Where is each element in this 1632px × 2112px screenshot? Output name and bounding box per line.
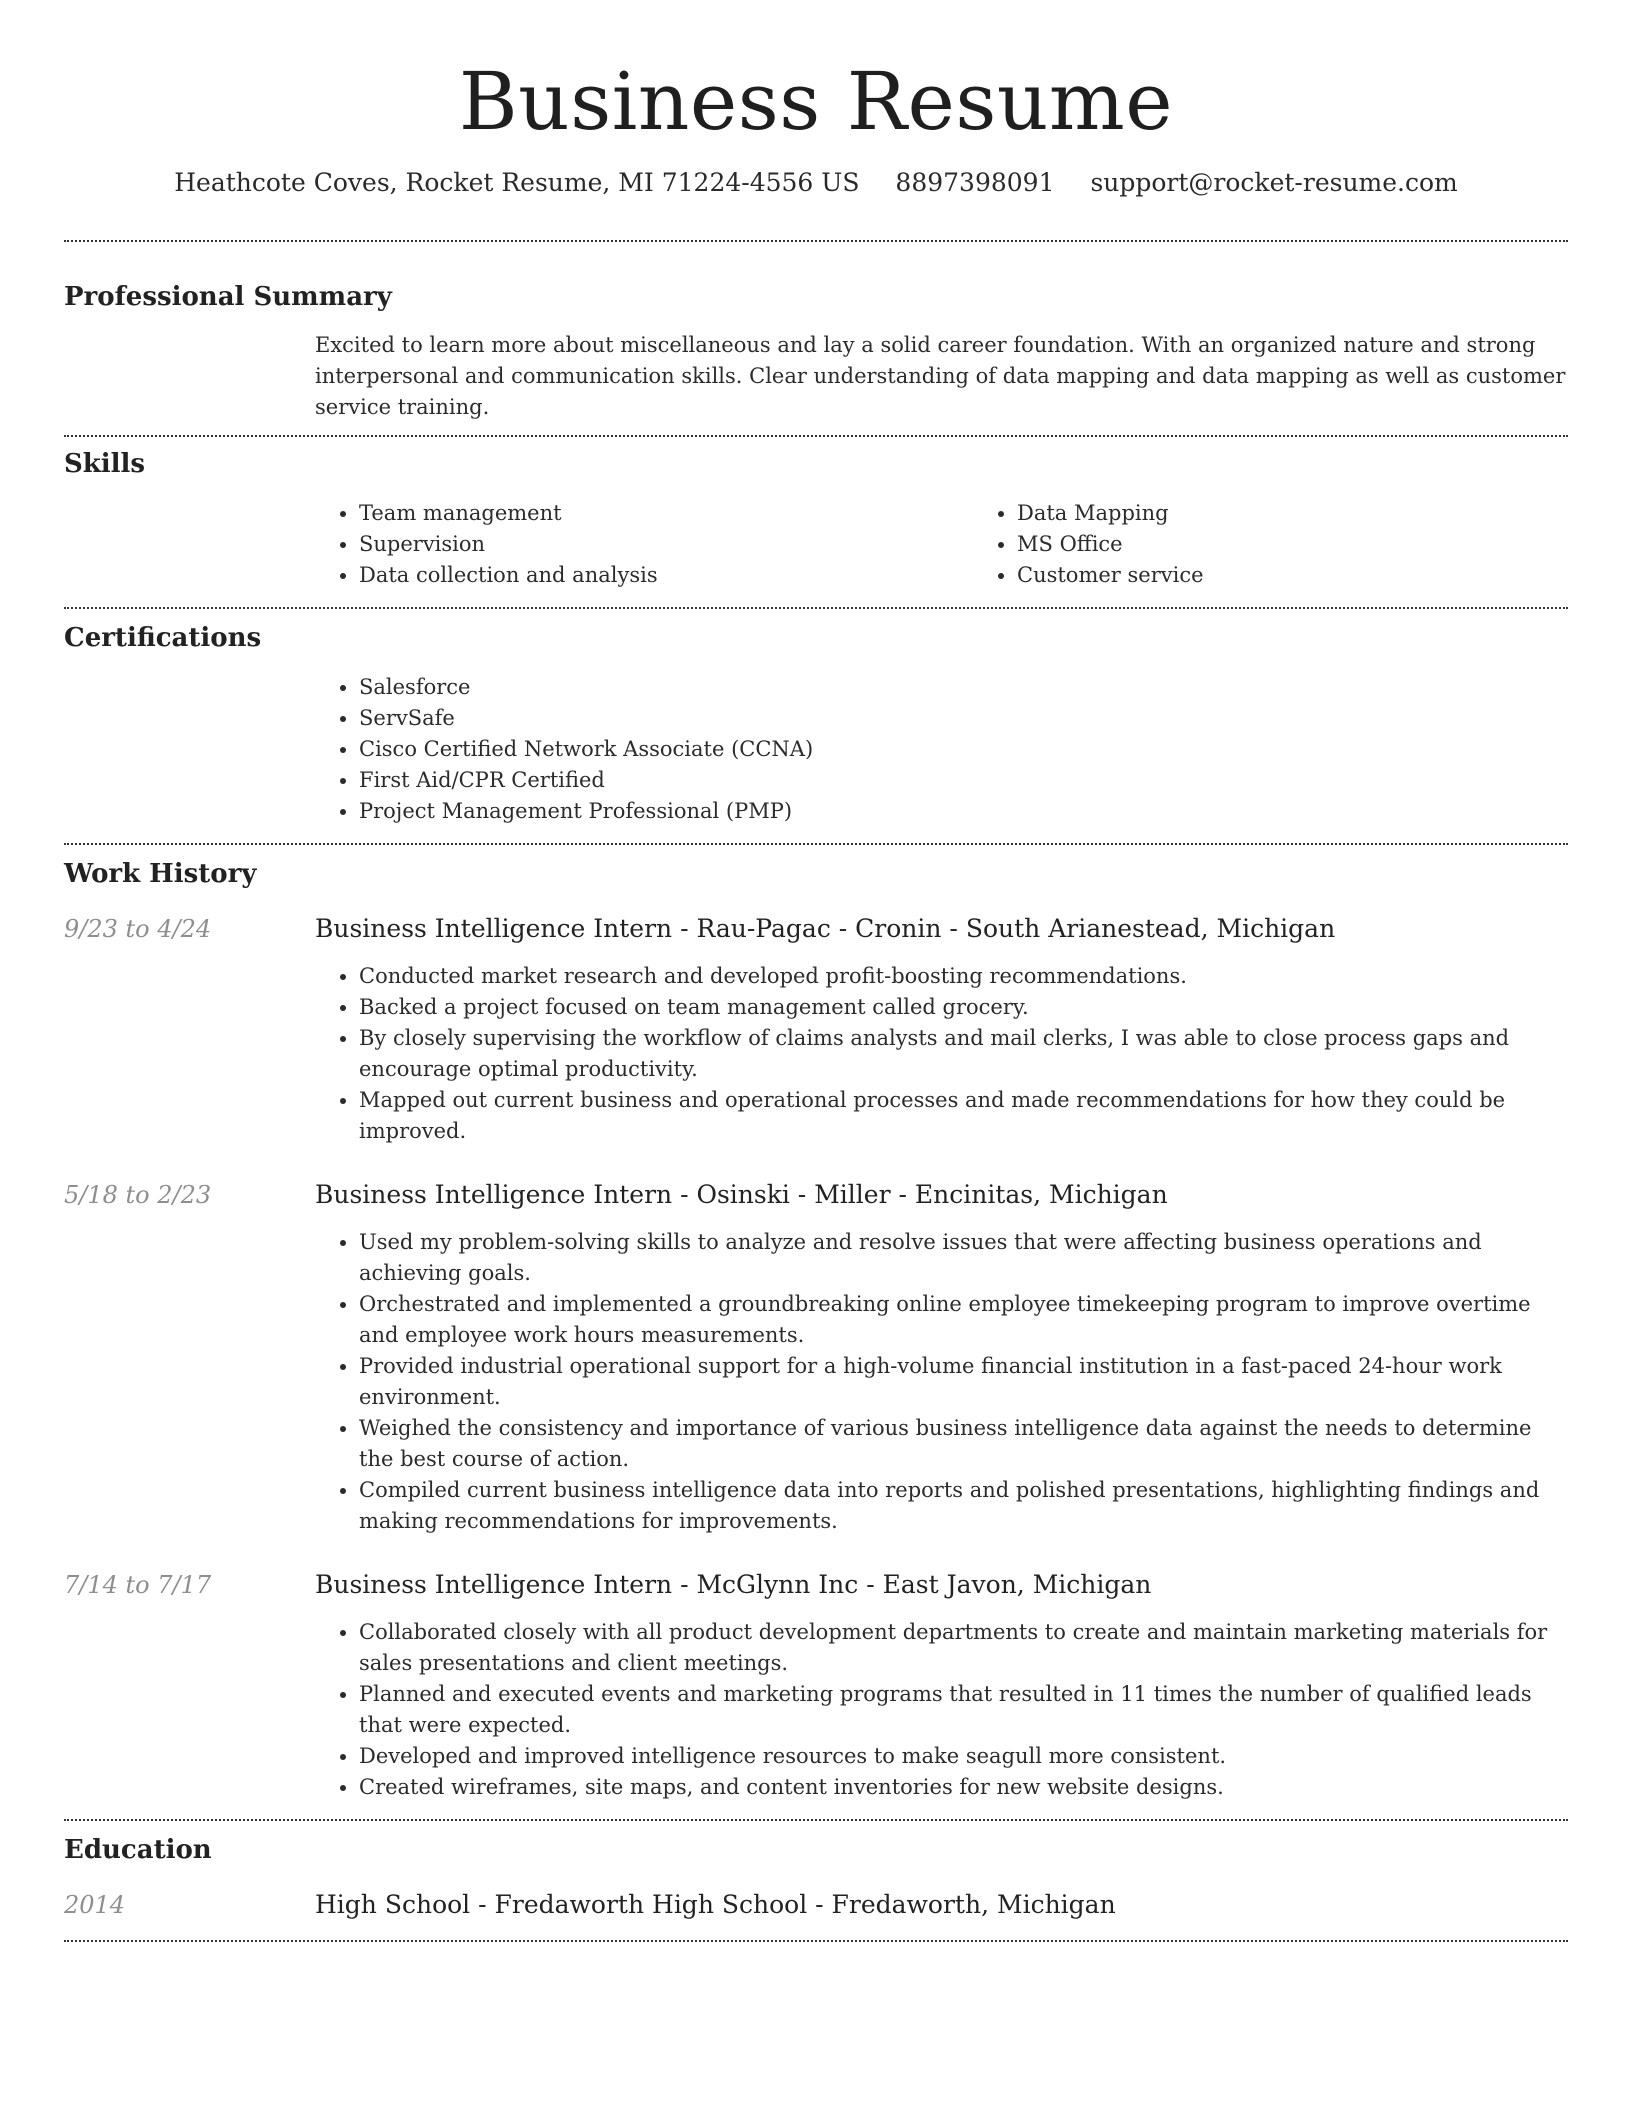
work-history-section [64,845,1568,1803]
job-bullet: • Developed and improved intelligence resources to make seagull more consistent. [359,1741,1568,1772]
summary-text: Excited to learn more about miscellaneous and lay a solid career foundation. With an organized nature and strong interpersonal and communication skills. Clear understanding of data mapping and data mapping as well as customer service training. [315,333,1566,419]
skill-item: • Supervision [359,529,973,560]
summary-content [315,330,1568,423]
summary-title: Professional Summary [64,282,392,312]
education-section [64,1821,1568,1922]
job-date: 7/14 to 7/17 [64,1571,212,1599]
job-title: Business Intelligence Intern - Rau-Pagac - Cronin - South Arianestead, Michigan [315,914,1336,943]
job-bullet: • Used my problem-solving skills to analyze and resolve issues that were affecting business operations and achieving goals. [359,1227,1568,1289]
job-bullet: • Orchestrated and implemented a groundbreaking online employee timekeeping program to improve overtime and employee work hours measurements. [359,1289,1568,1351]
certification-item: • ServSafe [359,703,1568,734]
job-date: 5/18 to 2/23 [64,1181,212,1209]
skill-item: • Team management [359,498,973,529]
job-bullet: • Compiled current business intelligence data into reports and polished presentations, highlighting findings and making recommendations for improvements. [359,1475,1568,1537]
job-bullet: • Planned and executed events and marketing programs that resulted in 11 times the number of qualified leads that were expected. [359,1679,1568,1741]
education-entry [64,1888,1568,1922]
skills-section [64,437,1568,591]
skills-title: Skills [64,449,146,479]
job-bullet: • Collaborated closely with all product development departments to create and maintain marketing materials for sales presentations and client meetings. [359,1617,1568,1679]
job-date: 9/23 to 4/24 [64,915,212,943]
work-history-title: Work History [64,859,257,889]
skill-item: • MS Office [1017,529,1631,560]
education-entry-text: High School - Fredaworth High School - Fredaworth, Michigan [315,1890,1116,1919]
job-bullet: • By closely supervising the workflow of claims analysts and mail clerks, I was able to close process gaps and encourage optimal productivity. [359,1023,1568,1085]
job-bullets [315,1227,1568,1537]
job-bullets [315,1617,1568,1803]
job-bullets [315,961,1568,1147]
certifications-section [64,609,1568,827]
certification-item: • First Aid/CPR Certified [359,765,1568,796]
summary-section [64,242,1568,423]
certifications-list [315,672,1568,827]
certification-item: • Project Management Professional (PMP) [359,796,1568,827]
job-bullet: • Provided industrial operational support for a high-volume financial institution in a fast-paced 24-hour work environment. [359,1351,1568,1413]
job-bullet: • Weighed the consistency and importance of various business intelligence data against the needs to determine the best course of action. [359,1413,1568,1475]
skills-right-column [973,498,1631,591]
job-bullet: • Backed a project focused on team management called grocery. [359,992,1568,1023]
job-entry [64,912,1568,1147]
job-title: Business Intelligence Intern - Osinski - Miller - Encinitas, Michigan [315,1180,1168,1209]
job-entry [64,1568,1568,1803]
skills-left-column [315,498,973,591]
certification-item: • Salesforce [359,672,1568,703]
address: Heathcote Coves, Rocket Resume, MI 71224-4556 US [174,168,860,197]
skill-item: • Customer service [1017,560,1631,591]
education-title: Education [64,1835,212,1865]
resume-page [64,0,1568,1942]
resume-name: Business Resume [458,55,1174,148]
job-bullet: • Created wireframes, site maps, and content inventories for new website designs. [359,1772,1568,1803]
email: support@rocket-resume.com [1090,168,1458,197]
skill-item: • Data Mapping [1017,498,1631,529]
certifications-title: Certifications [64,623,262,653]
job-entry [64,1178,1568,1537]
job-bullet: • Mapped out current business and operational processes and made recommendations for how they could be improved. [359,1085,1568,1147]
job-title: Business Intelligence Intern - McGlynn Inc - East Javon, Michigan [315,1570,1152,1599]
skills-list [315,498,1568,591]
certification-item: • Cisco Certified Network Associate (CCNA) [359,734,1568,765]
contact-line [64,166,1568,200]
divider [64,1940,1568,1942]
education-date: 2014 [64,1891,126,1919]
job-bullet: • Conducted market research and developed profit-boosting recommendations. [359,961,1568,992]
resume-header [64,0,1568,200]
phone: 8897398091 [895,168,1055,197]
skill-item: • Data collection and analysis [359,560,973,591]
